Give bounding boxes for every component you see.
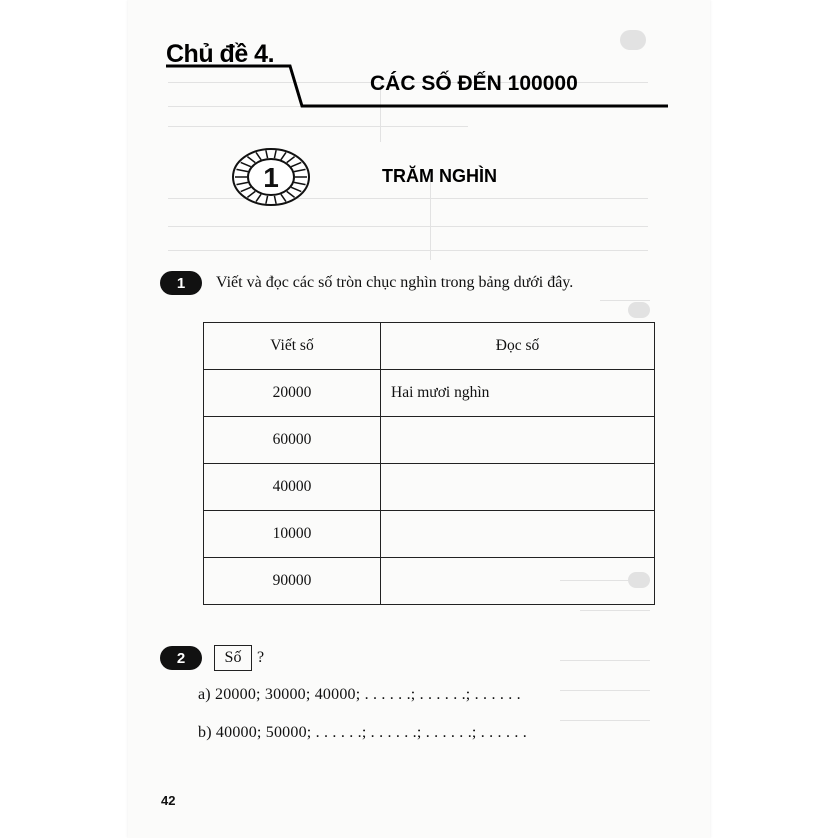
number-table: [203, 322, 655, 605]
number-cell: 10000: [204, 511, 381, 558]
table-row: [204, 370, 655, 417]
chapter-title: CÁC SỐ ĐẾN 100000: [370, 72, 578, 95]
chapter-label: Chủ đề 4.: [166, 40, 275, 68]
sequence-b[interactable]: b) 40000; 50000; . . . . . .; . . . . . .; . . . . . .; . . . . . .: [198, 724, 527, 741]
so-box: Số: [214, 645, 252, 671]
table-row: [204, 417, 655, 464]
exercise-1-prompt: Viết và đọc các số tròn chục nghìn trong bảng dưới đây.: [216, 274, 574, 291]
header-doc-so: Đọc số: [381, 323, 655, 370]
number-cell: 60000: [204, 417, 381, 464]
table-header-row: [204, 323, 655, 370]
number-cell: 90000: [204, 558, 381, 605]
number-cell: 40000: [204, 464, 381, 511]
exercise-1-number: 1: [160, 271, 202, 295]
reading-cell[interactable]: [381, 558, 655, 605]
reading-cell[interactable]: Hai mươi nghìn: [381, 370, 655, 417]
exercise-2-number: 2: [160, 646, 202, 670]
table-row: [204, 464, 655, 511]
sequence-a[interactable]: a) 20000; 30000; 40000; . . . . . .; . . . . . .; . . . . . .: [198, 686, 521, 703]
lesson-badge-icon: [230, 145, 312, 209]
page-number: 42: [161, 793, 176, 808]
lesson-number: 1: [263, 162, 279, 193]
number-cell: 20000: [204, 370, 381, 417]
question-mark: ?: [257, 649, 265, 666]
reading-cell[interactable]: [381, 464, 655, 511]
table-row: [204, 511, 655, 558]
table-row: [204, 558, 655, 605]
header-viet-so: Viết số: [204, 323, 381, 370]
reading-cell[interactable]: [381, 511, 655, 558]
lesson-title: TRĂM NGHÌN: [382, 166, 497, 186]
reading-cell[interactable]: [381, 417, 655, 464]
